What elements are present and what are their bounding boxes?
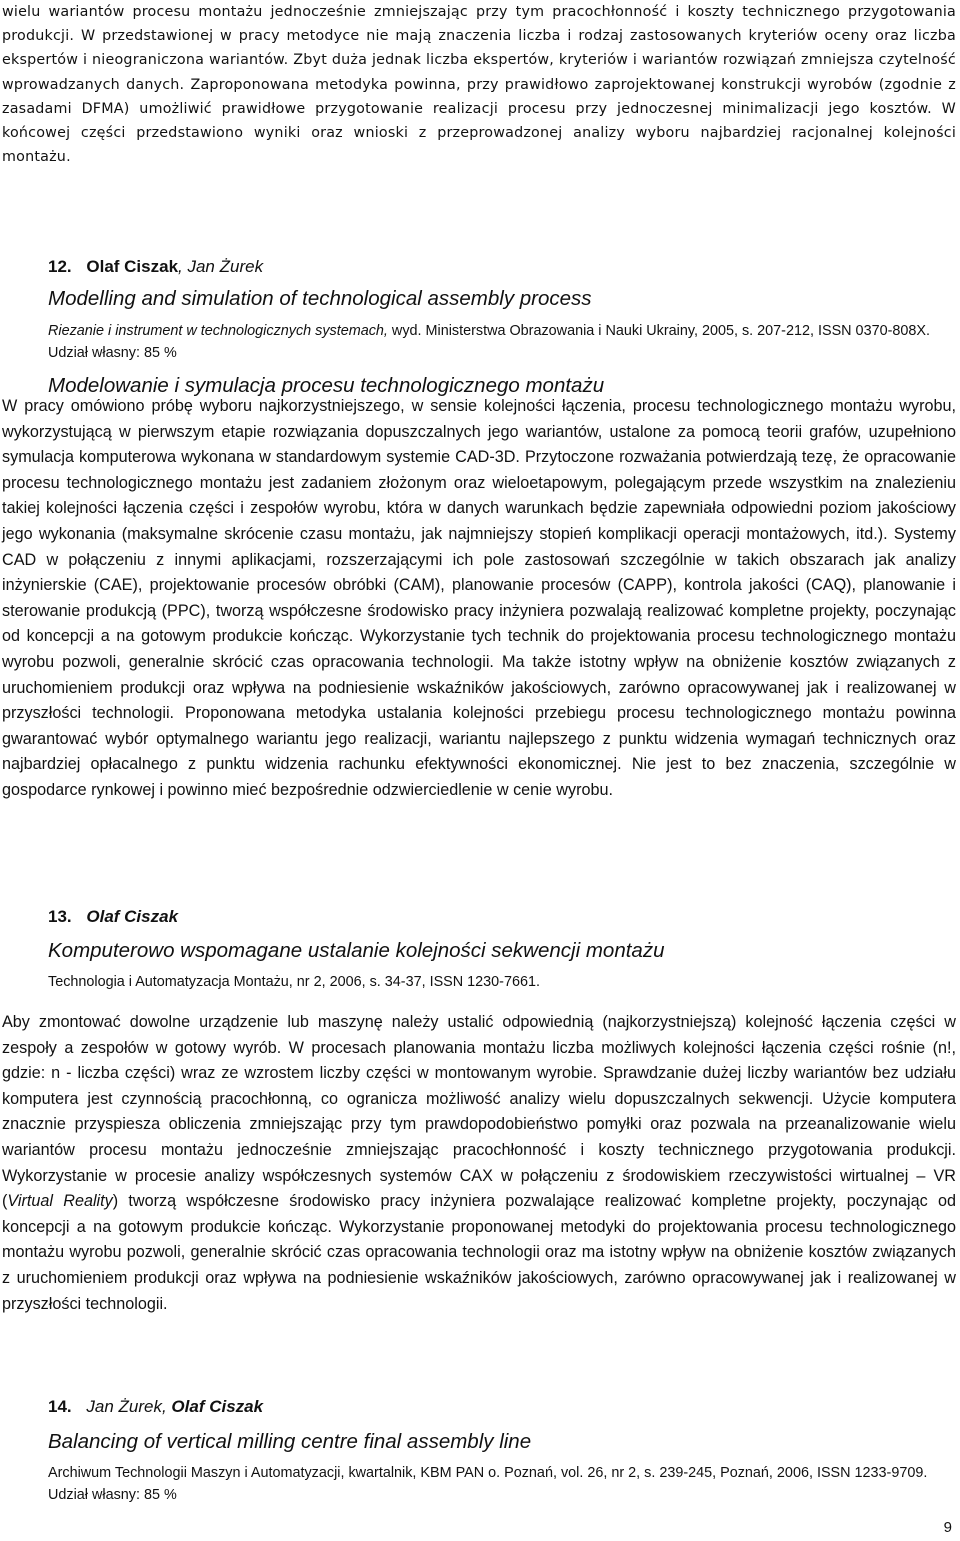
- entry-12-abstract: W pracy omówiono próbę wyboru najkorzystniejszego, w sensie kolejności łączenia, procesu technologicznego montażu wyrobu, wykorzystującą w pierwszym etapie rozwiązania dopuszczalnych jego wariantów, ustalone za pomocą teorii grafów, uzupełniono symulacja komputerowa wykonana w standardowym systemie CAD-3D. Przytoczone rozważania potwierdzają tezę, że opracowanie procesu technologicznego montażu jest zadaniem złożonym oraz wieloetapowym, polegającym przede wszystkim na znalezieniu takiej kolejności łączenia części i zespołów wyrobu, która w danych warunkach będzie zapewniała odpowiedni poziom jakościowy jego wykonania (maksymalne skrócenie czasu montażu, jak najmniejszy stopień komplikacji operacji montażowych, itd.). Systemy CAD w połączeniu z innymi aplikacjami, rozszerzającymi ich pole zastosowań szczególnie w takich obszarach jak analizy inżynierskie (CAE), projektowanie procesów obróbki (CAM), planowanie procesów (CAPP), kontrola jakości (CAQ), planowanie i sterowanie produkcją (PPC), tworzą współczesne środowisko pracy inżyniera pozwalają realizować kompletne projekty, poczynając od koncepcji a na gotowym produkcie kończąc. Wykorzystanie tych technik do projektowania procesu technologicznego montażu wyrobu pozwoli, generalnie skrócić czas opracowania technologii. Ma także istotny wpływ na obniżenie kosztów związanych z uruchomieniem produkcji oraz wpływa na podniesienie wskaźników jakościowych, zarówno opracowywanej jak i realizowanej w przyszłości technologii. Proponowana metodyka ustalania kolejności przebiegu procesu technologicznego montażu powinna gwarantować wybór optymalnego wariantu jego realizacji, wariantu najlepszego z punktu widzenia wymagań technicznych oraz najbardziej opłacalnego z punktu widzenia rachunku efektywności ekonomicznej. Nie jest to bez znaczenia, szczególnie w gospodarce rynkowej i powinno mieć bezpośrednie odzwierciedlenie w cenie wyrobu.: [2, 397, 956, 799]
- entry-reference: [48, 320, 958, 364]
- entry-title-en: Balancing of vertical milling centre final assembly line: [48, 1430, 532, 1453]
- entry-13-heading: [48, 906, 958, 928]
- entry-13-abstract: [2, 1010, 956, 1317]
- entry-number: 13.: [48, 907, 72, 926]
- page-number: 9: [943, 1519, 952, 1536]
- entry-14-heading: [48, 1396, 958, 1418]
- entry-reference: Technologia i Automatyzacja Montażu, nr 2, 2006, s. 34-37, ISSN 1230-7661.: [48, 974, 540, 990]
- entry-13: [48, 906, 958, 993]
- entry-reference: Archiwum Technologii Maszyn i Automatyzacji, kwartalnik, KBM PAN o. Poznań, vol. 26, nr 2, s. 239-245, Poznań, 2006, ISSN 1233-9709. Udział własny: 85 %: [48, 1465, 928, 1503]
- entry-12: [48, 256, 958, 400]
- abstract-part-a: Aby zmontować dowolne urządzenie lub maszynę należy ustalić odpowiednią (najkorzystniejszą) kolejność łączenia części w zespoły a zespołów w gotowy wyrób. W procesach planowania montażu liczba możliwych kolejności łączenia części rośnie (n!, gdzie: n - liczba części) wraz ze wzrostem liczby części w montowanym wyrobie. Sprawdzanie dużej liczby wariantów bez udziału komputera jest czynnością pracochłonną, co ogranicza możliwość analizy wielu dopuszczalnych sekwencji. Użycie komputera znacznie przyspiesza obliczenia zmniejszając przy tym prawdopodobieństwo pomyłki oraz pozwala na przeanalizowanie wielu wariantów procesu montażu jednocześnie zmniejszając pracochłonność i koszty technicznego przygotowania produkcji. Wykorzystanie w procesie analizy współczesnych systemów CAX w połączeniu z środowiskiem rzeczywistości wirtualnej – VR (: [2, 1013, 956, 1211]
- entry-author-bold: Olaf Ciszak: [171, 1397, 264, 1416]
- entry-number: 14.: [48, 1397, 72, 1416]
- entry-title-pl: Komputerowo wspomagane ustalanie kolejności sekwencji montażu: [48, 939, 665, 962]
- entry-number: 12.: [48, 257, 72, 276]
- entry-author-italic: Jan Żurek,: [86, 1397, 167, 1416]
- abstract-part-b: ) tworzą współczesne środowisko pracy inżyniera pozwalające realizować kompletne projekty, poczynając od koncepcji a na gotowym produkcie kończąc. Wykorzystanie proponowanej metodyki do projektowania procesu technologicznego montażu wyrobu pozwoli, generalnie skrócić czas opracowania technologii oraz ma istotny wpływ na obniżenie kosztów związanych z uruchomieniem produkcji oraz wpływa na podniesienie wskaźników jakościowych, zarówno opracowywanej jak i realizowanej w przyszłości technologii.: [2, 1192, 956, 1313]
- abstract-italic-term: Virtual Reality: [7, 1192, 113, 1211]
- reference-journal: Riezanie i instrument w technologicznych systemach,: [48, 323, 388, 339]
- entry-12-heading: [48, 256, 958, 278]
- reference-details: wyd. Ministerstwa Obrazowania i Nauki Ukrainy, 2005, s. 207-212, ISSN 0370-808X. Udział własny: 85 %: [48, 323, 930, 361]
- entry-author-rest: , Jan Żurek: [178, 257, 264, 276]
- entry-title-pl: Modelowanie i symulacja procesu technologicznego montażu: [48, 374, 605, 397]
- entry-author-bold: Olaf Ciszak: [86, 907, 179, 926]
- entry-14: [48, 1396, 958, 1506]
- intro-paragraph: wielu wariantów procesu montażu jednocześnie zmniejszając przy tym pracochłonność i koszty technicznego przygotowania produkcji. W przedstawionej w pracy metodyce nie mają znaczenia liczba i rodzaj zastosowanych kryteriów oceny oraz liczba ekspertów i nieograniczona wariantów. Zbyt duża jednak liczba ekspertów, kryteriów i wariantów rozwiązań zmniejsza czytelność wprowadzanych danych. Zaproponowana metodyka powinna, przy prawidłowo zaprojektowanej konstrukcji wyrobów (zgodnie z zasadami DFMA) umożliwić prawidłowe przygotowanie realizacji procesu przy jednoczesnej minimalizacji jego kosztów. W końcowej części przedstawiono wyniki oraz wnioski z przeprowadzonej analizy wyboru najbardziej racjonalnej kolejności montażu.: [2, 4, 956, 166]
- entry-author-bold: Olaf Ciszak: [86, 257, 179, 276]
- entry-title-en: Modelling and simulation of technological assembly process: [48, 287, 592, 310]
